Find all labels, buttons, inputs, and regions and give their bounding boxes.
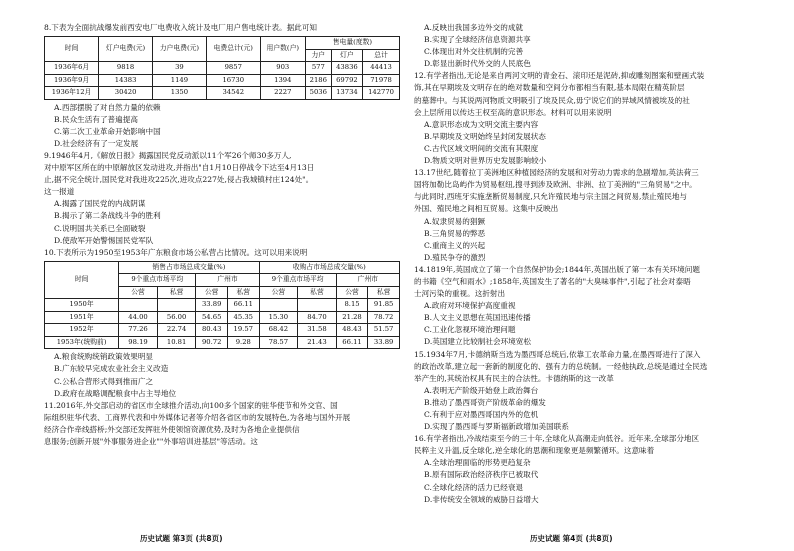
table-cell: 2227	[260, 87, 305, 100]
q16-stem-line: 民粹主义升温,反全球化,逆全球化的思潮和现象更是频繁循环。这意味着	[414, 446, 655, 456]
q15-option-d[interactable]: D.实现了墨西哥与罗斯福新政增加美国联系	[424, 422, 569, 432]
q13-option-b[interactable]: B.三角贸易的弊恶	[424, 228, 486, 238]
q11-stem-line: 息服务;创新开展"外事服务进企业""外事培训进基层"等活动。这	[44, 436, 258, 446]
q15-stem-line: 举产生的,其统治权具有民主的合法性。卡德纳斯的这一改革	[414, 373, 614, 383]
table-row	[45, 311, 400, 324]
q8-h-lamp-user: 灯户	[331, 49, 362, 62]
q11-stem-line: 际组织驻华代表、工商界代表和中外媒体记者等介绍各省区市的发展特色,为各地与国外开展	[44, 412, 351, 422]
q8-option-b[interactable]: B.民众生活有了普遍提高	[54, 114, 138, 124]
q9-stem-line: 对中原军区所在的中原解放区发动进攻,并指出"自1月10日停战令下达至4月13日	[44, 163, 315, 173]
q11-stem-line: 经济合作牵线搭桥;外交部还发挥驻外使领馆资源优势,及时为各地企业提供信	[44, 424, 300, 434]
q8-h-sales: 售电量(度数)	[305, 37, 399, 50]
table-cell: 9.28	[227, 336, 259, 349]
table-cell: 71978	[363, 74, 400, 87]
q10-h-avg: 9个重点市场平均	[119, 274, 196, 287]
table-cell: 31.58	[298, 324, 337, 337]
table-cell: 54.65	[196, 311, 228, 324]
q16-option-d[interactable]: D.非传统安全领域的威胁日益增大	[424, 494, 539, 504]
table-cell: 84.70	[298, 311, 337, 324]
table-cell: 51.57	[368, 324, 400, 337]
table-cell: 91.85	[368, 299, 400, 312]
table-cell: 14383	[99, 74, 153, 87]
q12-stem-line: 饰,其在早期埃及文明存在的绝对数量和空间分布都相当有限,基本局限在精英阶层	[414, 83, 685, 93]
q8-h-total: 电费总计(元)	[206, 37, 260, 62]
q10-h-pri: 私营	[368, 286, 400, 299]
table-cell: 1350	[153, 87, 207, 100]
q9-stem-line: 止,据不完全统计,国民党对我进攻225次,进攻点227处,侵占我城镇村庄124处"。	[44, 175, 314, 185]
table-cell: 1951年	[45, 311, 119, 324]
table-cell: 78.72	[368, 311, 400, 324]
q16-option-c[interactable]: C.全球化经济的活力已经衰退	[424, 482, 524, 492]
q12-option-c[interactable]: C.古代区域文明间的交流有其限度	[424, 143, 539, 153]
table-cell: 21.43	[298, 336, 337, 349]
q10-h-pub: 公营	[119, 286, 158, 299]
table-cell: 1952年	[45, 324, 119, 337]
page-footer-left: 历史试题 第3页 (共8页)	[140, 534, 223, 543]
table-cell: 68.42	[259, 324, 298, 337]
q10-table	[44, 261, 400, 350]
q8-option-c[interactable]: C.第二次工业革命开始影响中国	[54, 126, 161, 136]
q11-stem-line: 11.2016年,外交部启动的省区市全球推介活动,向100多个国家的驻华使节和外交官、国	[44, 400, 338, 410]
q12-stem-line: 会上层所用以传达王权至高的意识形态。材料可以用来说明	[414, 107, 612, 117]
table-cell: 44413	[363, 62, 400, 75]
q14-option-b[interactable]: B.人文主义思想在英国迅速传播	[424, 313, 531, 323]
q10-h-pri: 私营	[298, 286, 337, 299]
q10-h-pub: 公营	[259, 286, 298, 299]
table-cell: 13734	[331, 87, 362, 100]
q9-option-b[interactable]: B.揭示了第二条战线斗争的胜利	[54, 211, 161, 221]
q13-option-d[interactable]: D.殖民争夺的激烈	[424, 252, 486, 262]
table-cell: 90.72	[196, 336, 228, 349]
q16-stem-line: 16.有学者指出,冷战结束至今的三十年,全球化从高潮走向低谷。近年来,全球部分地区	[414, 434, 700, 444]
q8-h-time: 时间	[45, 37, 99, 62]
table-cell: 1936年6月	[45, 62, 99, 75]
table-cell: 1950年	[45, 299, 119, 312]
q10-h-buy: 收购占市场总成交量(%)	[259, 261, 399, 274]
q12-option-b[interactable]: B.早期埃及文明始终呈封闭发展状态	[424, 131, 546, 141]
table-cell: 48.43	[336, 324, 368, 337]
table-cell: 9818	[99, 62, 153, 75]
q10-h-avg: 9个重点市场平均	[259, 274, 336, 287]
table-row	[45, 74, 400, 87]
q9-stem-line: 9.1946年4月,《解放日报》揭露国民党反动派以11个军26个师30多万人,	[44, 150, 292, 160]
q10-option-a[interactable]: A.粮食统购统销政策效果明显	[54, 352, 154, 362]
q15-option-b[interactable]: B.推动了墨西哥资产阶级革命的爆发	[424, 397, 546, 407]
table-cell: 10.81	[157, 336, 196, 349]
q10-h-gz: 广州市	[196, 274, 259, 287]
q10-h-gz: 广州市	[336, 274, 399, 287]
q8-h-lamp: 灯户电费(元)	[99, 37, 153, 62]
table-cell: 577	[305, 62, 331, 75]
table-cell: 19.57	[227, 324, 259, 337]
q11-option-c[interactable]: C.体现出对外交往机制的完善	[424, 47, 524, 57]
q13-option-a[interactable]: A.奴隶贸易的猖獗	[424, 216, 486, 226]
right-column	[414, 22, 766, 506]
q16-option-a[interactable]: A.全球治理面临的形势更趋复杂	[424, 458, 531, 468]
q12-option-a[interactable]: A.意识形态成为文明交流主要内容	[424, 119, 539, 129]
q10-h-pri: 私营	[227, 286, 259, 299]
table-cell: 56.00	[157, 311, 196, 324]
table-cell: 1936年9月	[45, 74, 99, 87]
table-cell: 69792	[331, 74, 362, 87]
table-cell: 34542	[206, 87, 260, 100]
q14-stem-line: 的书籍《空气和雨水》;1858年,英国发生了著名的"大臭味事件",引起了社会对泰晤	[414, 276, 691, 286]
q15-option-c[interactable]: C.有利于应对墨西哥国内外的危机	[424, 410, 539, 419]
q10-h-pub: 公营	[196, 286, 228, 299]
q9-option-a[interactable]: A.揭露了国民党的内战阴谋	[54, 199, 146, 209]
q9-option-c[interactable]: C.说明国共关系已全面破裂	[54, 223, 146, 233]
q14-stem-line: 14.1819年,英国成立了第一个自然保护协会;1844年,英国出版了第一本有关环境问题	[414, 264, 700, 274]
table-cell: 33.89	[196, 299, 228, 312]
q11-option-a[interactable]: A.反映出我国多边外交的成就	[424, 23, 524, 32]
q10-option-c[interactable]: C.公私合营形式得到推而广之	[54, 376, 154, 386]
q10-h-sale: 销售占市场总成交量(%)	[119, 261, 259, 274]
table-cell: 66.11	[227, 299, 259, 312]
table-cell: 1149	[153, 74, 207, 87]
q14-option-d[interactable]: D.英国建立比较制社会环境宽松	[424, 337, 531, 347]
table-cell: 33.89	[368, 336, 400, 349]
table-cell: 44.00	[119, 311, 158, 324]
q13-stem-line: 国将加勒比岛屿作为贸易枢纽,搜寻到涉及欧洲、非洲、拉丁美洲的"三角贸易"之中。	[414, 180, 697, 190]
table-cell: 1394	[260, 74, 305, 87]
table-cell: 80.43	[196, 324, 228, 337]
table-cell: 22.74	[157, 324, 196, 337]
q12-option-d[interactable]: D.物质文明对世界历史发展影响较小	[424, 156, 547, 166]
table-cell: 8.15	[336, 299, 368, 312]
q10-h-time: 时间	[45, 261, 119, 299]
q12-stem-line: 的墓葬中。与其说两河物质文明吸引了埃及民众,毋宁说它们的异域风情被埃及的社	[414, 95, 690, 105]
table-cell: 66.11	[336, 336, 368, 349]
page-footer-right: 历史试题 第4页 (共8页)	[530, 534, 613, 543]
table-cell: 2186	[305, 74, 331, 87]
q10-h-pub: 公营	[336, 286, 368, 299]
table-row	[45, 336, 400, 349]
table-row	[45, 299, 400, 312]
q12-stem-line: 12.有学者指出,无论是来自两河文明的青金石、滚印还是泥砖,抑或雕刻图案和壁画式装	[414, 71, 705, 81]
table-cell: 78.57	[259, 336, 298, 349]
table-cell: 98.19	[119, 336, 158, 349]
q13-option-c[interactable]: C.重商主义的兴起	[424, 240, 486, 250]
table-cell: 45.35	[227, 311, 259, 324]
table-cell	[298, 299, 337, 312]
table-cell: 43836	[331, 62, 362, 75]
q9-stem-line: 这一报道	[44, 187, 75, 197]
q14-option-c[interactable]: C.工业化忽视环境治理问题	[424, 325, 516, 335]
table-cell: 16730	[206, 74, 260, 87]
q16-option-b[interactable]: B.原有国际政治经济秩序已被取代	[424, 470, 539, 480]
table-cell	[259, 299, 298, 312]
q14-stem-line: 士河污染的重视。这折射出	[414, 289, 506, 299]
q10-option-b[interactable]: B.广东较早完成农业社会主义改造	[54, 364, 169, 374]
q10-option-d[interactable]: D.政府在战略调配粮食中占主导地位	[54, 388, 177, 398]
table-cell: 30420	[99, 87, 153, 100]
table-cell: 39	[153, 62, 207, 75]
q10-h-pri: 私营	[157, 286, 196, 299]
table-row	[45, 87, 400, 100]
q14-option-a[interactable]: A.政府对环境保护高度重视	[424, 301, 516, 311]
q8-option-d[interactable]: D.社会经济有了一定发展	[54, 138, 139, 148]
q8-h-users: 用户数(户)	[260, 37, 305, 62]
q13-stem-line: 13.17世纪,随着拉丁美洲地区种植园经济的发展和对劳动力需求的急剧增加,英法荷三	[414, 168, 699, 178]
table-cell: 903	[260, 62, 305, 75]
table-cell	[119, 299, 158, 312]
table-cell: 21.28	[336, 311, 368, 324]
q8-h-sum: 总计	[363, 49, 400, 62]
q15-stem-line: 15.1934年7月,卡德纳斯当选为墨西哥总统后,依靠工农革命力量,在墨西哥进行了深入	[414, 349, 701, 359]
q15-stem-line: 的政治改革,建立起一套新的制度化的、强有力的总统制。一经他执政,总统是通过全民选	[414, 361, 708, 371]
q11-option-d[interactable]: D.彰显出新时代外交的人民底色	[424, 59, 531, 69]
table-cell: 142770	[363, 87, 400, 100]
table-cell: 77.26	[119, 324, 158, 337]
q8-table	[44, 36, 400, 100]
table-row	[45, 324, 400, 337]
q15-option-a[interactable]: A.表明无产阶级开始登上政治舞台	[424, 385, 539, 395]
left-column	[44, 22, 400, 448]
table-cell: 15.30	[259, 311, 298, 324]
table-cell: 5036	[305, 87, 331, 100]
q10-stem: 10.下表所示为1950至1953年广东粮食市场公私营占比情况。这可以用来说明	[44, 247, 308, 257]
q8-h-power-user: 力户	[305, 49, 331, 62]
table-cell	[157, 299, 196, 312]
q13-stem-line: 外国、殖民地之间相互贸易。这集中反映出	[414, 204, 559, 214]
q8-h-power: 力户电费(元)	[153, 37, 207, 62]
table-cell: 9857	[206, 62, 260, 75]
table-cell: 1936年12月	[45, 87, 99, 100]
table-cell: 1953年(统购前)	[45, 336, 119, 349]
q11-option-b[interactable]: B.实现了全球经济信息资源共享	[424, 35, 531, 45]
q8-option-a[interactable]: A.西部摆脱了对自然力量的依赖	[54, 102, 161, 112]
q13-stem-line: 与此同时,西班牙实施垄断贸易制度,只允许殖民地与宗主国之间贸易,禁止殖民地与	[414, 192, 688, 202]
table-row	[45, 62, 400, 75]
q9-option-d[interactable]: D.使敌军开始警惕国民党军队	[54, 235, 154, 245]
q8-stem: 8.下表为全面抗战爆发前西安电厂电费收入统计及电厂用户售电统计表。据此可知	[44, 23, 318, 32]
